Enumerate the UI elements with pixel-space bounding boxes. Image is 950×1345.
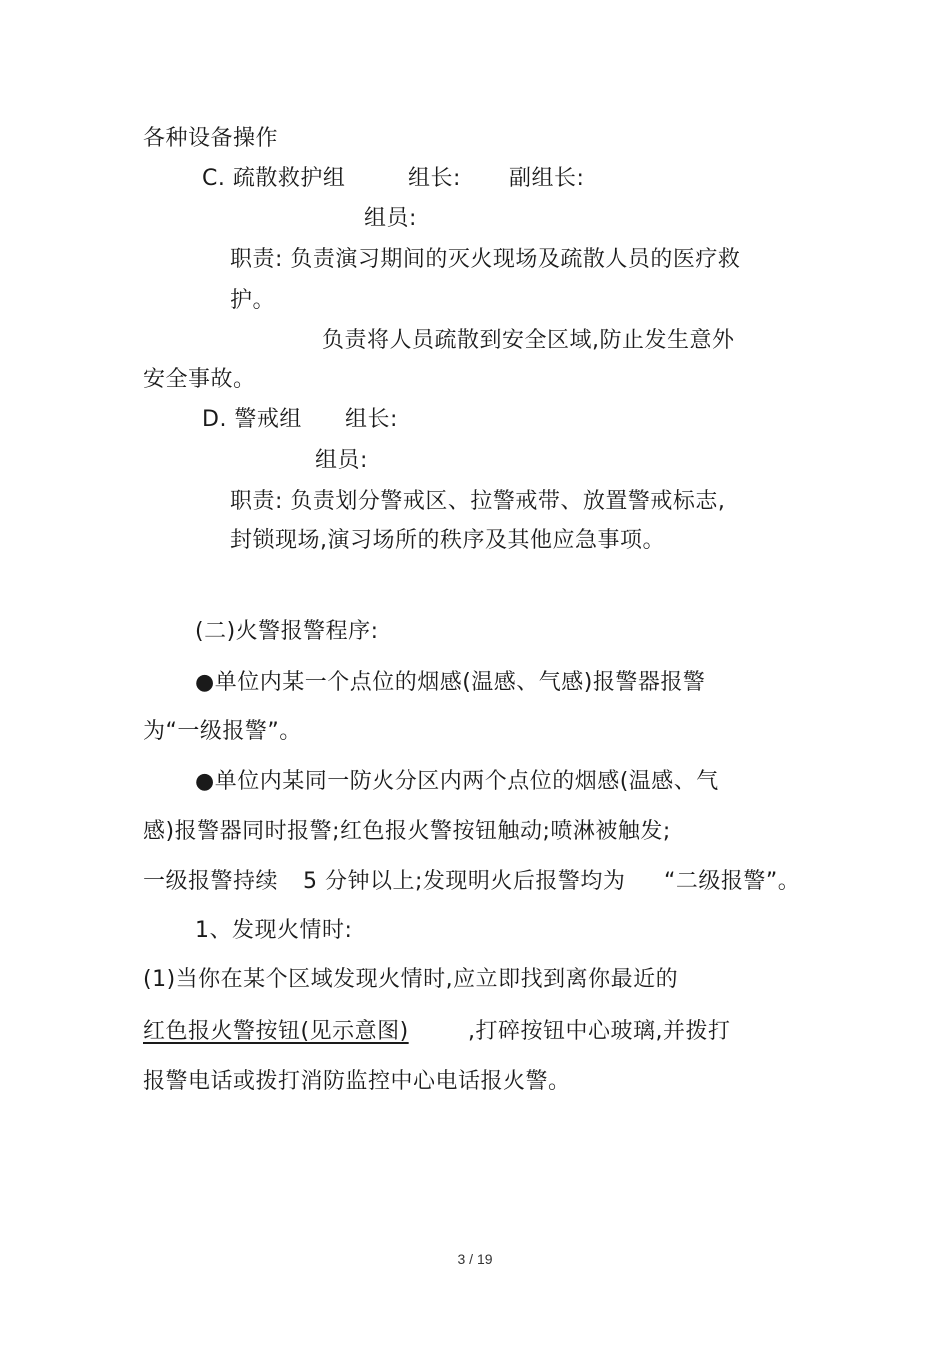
bullet-paragraph: 感)报警器同时报警;红色报火警按钮触动;喷淋被触发; [143, 819, 671, 844]
bullet-paragraph: “二级报警”。 [664, 869, 801, 894]
section-heading-c: C. 疏散救护组 [202, 166, 346, 191]
deputy-leader-label: 副组长: [509, 166, 585, 191]
procedure-text: ,打碎按钮中心玻璃,并拨打 [468, 1019, 731, 1044]
duty-text: 护。 [230, 288, 276, 313]
duty-text: 封锁现场,演习场所的秩序及其他应急事项。 [230, 528, 665, 553]
page-number: 3 / 19 [457, 1251, 493, 1267]
members-label: 组员: [364, 206, 417, 231]
members-label: 组员: [315, 448, 368, 473]
duty-text: 职责: 负责划分警戒区、拉警戒带、放置警戒标志, [230, 489, 726, 514]
bullet-paragraph: 为“一级报警”。 [143, 719, 302, 744]
section-title: (二)火警报警程序: [195, 619, 379, 644]
leader-label: 组长: [408, 166, 461, 191]
leader-label: 组长: [345, 407, 398, 432]
duty-text: 职责: 负责演习期间的灭火现场及疏散人员的医疗救 [230, 247, 741, 272]
duty-text: 负责将人员疏散到安全区域,防止发生意外 [322, 328, 735, 353]
text-line: 各种设备操作 [143, 126, 279, 151]
underlined-reference: 红色报火警按钮(见示意图) [143, 1019, 409, 1044]
procedure-text: 报警电话或拨打消防监控中心电话报火警。 [143, 1069, 571, 1094]
bullet-paragraph: 5 分钟以上;发现明火后报警均为 [303, 869, 626, 894]
procedure-text: (1)当你在某个区域发现火情时,应立即找到离你最近的 [143, 967, 679, 992]
subsection-title: 1、发现火情时: [195, 918, 353, 943]
bullet-paragraph: ●单位内某同一防火分区内两个点位的烟感(温感、气 [195, 769, 719, 794]
bullet-paragraph: ●单位内某一个点位的烟感(温感、气感)报警器报警 [195, 670, 706, 695]
duty-text: 安全事故。 [143, 367, 256, 392]
bullet-paragraph: 一级报警持续 [143, 869, 279, 894]
section-heading-d: D. 警戒组 [202, 407, 302, 432]
